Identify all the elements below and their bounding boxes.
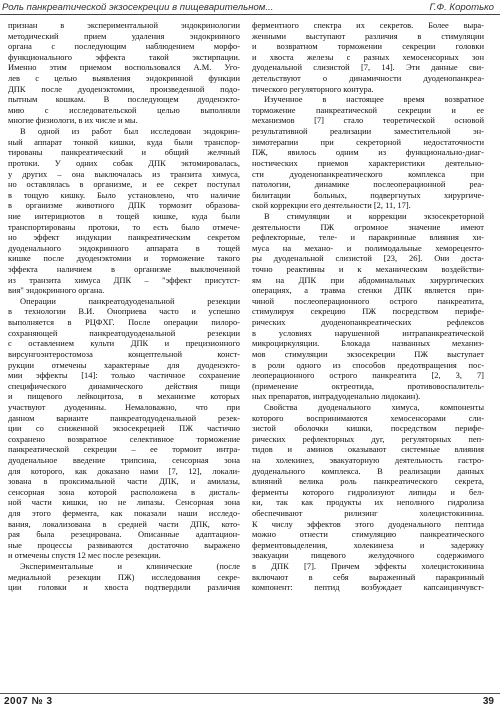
running-title: Роль панкреатической экзосекреции в пищеварительном... [2,2,274,13]
text-line: обеспечивают рилизинг холецистокинина. [252,508,484,519]
text-line: кишке после дуоденэктомии и торможение такого [8,253,240,264]
text-line: признан в экспериментальной эндокринологии [8,20,240,30]
text-line: женными выступают различия в стимуляции [252,30,484,41]
text-line: можно отнести стимуляцию панкреатического [252,529,484,540]
text-line: детельствуют о динамичности дуоденопанкреа- [252,73,484,84]
text-line: леоперационного острого панкреатита [2, 3, 7] [252,370,484,381]
header-rule [0,14,500,15]
text-line: (применение октреотида, противовоспалитель- [252,380,484,391]
text-line: ции со сниженной экзосекрецией ПЖ частично [8,423,240,434]
text-line: методический прием удаления эндокринного [8,30,240,41]
text-line: лев с целью выявления эндокринной функции [8,73,240,84]
text-line: К числу эффектов этого дуоденального пептида [252,518,484,529]
text-line: ры дуоденальной слизистой [23, 26]. Они доста- [252,253,484,264]
text-line: тированы панкреатический и общий желчный [8,147,240,158]
text-line: многие физиологи, в их числе и мы. [8,115,138,126]
text-line: медиальной резекции ПЖ) исследования секре- [8,571,240,582]
text-line: зимотерапии при секреторной недостаточности [252,136,484,147]
text-line: тидов и аминов оказывают системные влияния [252,444,484,455]
text-line: рических рефлекторных дуг, регуляторных пеп- [252,433,484,444]
text-line: ПЖ, явилось одним из функционально-диаг- [252,147,484,158]
text-line: дуоденального эндокринного аппарата в тощей [8,242,240,253]
text-line: влияний велика роль панкреатического секрета, [252,476,484,487]
text-line: функционального эффекта такой экстирпации. [8,51,240,62]
text-line: компонент: пептид возбуждает капсаицинчувст- [252,582,484,593]
text-line: мов стимуляции экзосекреции ПЖ выступает [252,348,484,359]
text-line: в ДПК [7]. Причем эффекты холецистокинина [252,561,484,572]
running-header [0,0,500,16]
text-line: муса на механо- и полимодальные хемореценто- [252,242,484,253]
text-line: стимулируя секрецию ПЖ посредством перифе- [252,306,484,317]
text-line: В стимуляции и коррекции экзосекреторной [264,210,484,221]
page-number: 39 [482,696,494,707]
text-line: ции головки и хвоста подтвердили различия [8,582,240,593]
text-line: торможение панкреатической секреции и ее [252,104,484,115]
text-line: в тощую кишку. Было установлено, что наличие [8,189,240,200]
text-line: ные процессы развиваются достаточно выражено [8,539,240,550]
text-line: сти дуоденопанкреатического комплекса при [252,168,484,179]
right-text-column [252,20,484,593]
text-line: ДПК после дуоденэктомии, произведенной подо- [8,83,240,94]
text-line: выполняется в РЦФХГ. После операции пилоро- [8,317,240,328]
text-line: у других – она выключалась из транзита химуса, [8,168,240,179]
text-line: ям на ДПК при абдоминальных хирургических [252,274,484,285]
text-line: сохранено возвратное селективное торможение [8,433,240,444]
text-line: в технологии В.И. Оноприева часто и успешно [8,306,240,317]
text-line: рических дуоденопанкреатических рефлексов [252,317,484,328]
text-line: рукции отмечены характерные для дуоденэкто- [8,359,240,370]
text-line: ных препаратов, интрадуоденально лидокаин). [252,391,421,402]
text-line: Свойства дуоденального химуса, компоненты [264,401,484,412]
text-line: ние интерициотов в тощей кишке, куда были [8,210,240,221]
text-line: участвуют дуоденины. Немаловажно, что при [8,401,240,412]
text-line: Операции панкреатодуоденальной резекции [20,295,240,306]
text-line: на холекинез, эвакуаторную деятельность гастро- [252,454,484,465]
text-line: сохраняющей панкреатодуоденальной резекции [8,327,240,338]
text-line: В одной из работ был исследован эндокрин- [20,126,240,137]
text-line: операциях, а травма стенки ДПК является при- [252,285,484,296]
text-line: панкреатической секреции – ее тормоит интра- [8,444,240,455]
text-line: с оставлением культи ДПК и прецизионного [8,338,240,349]
text-line: данном варианте панкреатодуоденальной резек- [8,412,240,423]
text-line: из транзита химуса ДПК – "эффект присутст- [8,274,240,285]
page-footer [0,693,500,711]
text-line: Изученное в настоящее время возвратное [264,94,484,105]
text-line: органа с последующим наблюдением морфо- [8,41,240,52]
text-line: дуоденального комплекса. В реализации данных [252,465,484,476]
text-line: билитации больных, подвергнутых хирургиче- [252,189,484,200]
text-line: в организме животного ДПК тормозит образова- [8,200,240,211]
text-line: вания, локализована в средней части ДПК, кото- [8,518,240,529]
text-line: ферментного спектра их секретов. Более выра- [252,20,484,30]
text-line: в роли одного из способов предотвращения пос- [252,359,484,370]
text-line: вирсунгоэнтеростомоза концептельной конст- [8,348,240,359]
text-line: эффекта наличием в организме выключенной [8,264,240,275]
text-line: мию с исследовательской целью выполняли [8,104,240,115]
text-line: которого воспринимаются хемосенсорами сли- [252,412,484,423]
running-author: Г.Ф. Коротько [429,2,494,13]
text-line: и хвоста железы с разных хемосенсорных зон [252,51,484,62]
text-line: ферменты которого гидролизуют липиды и бел- [252,486,484,497]
text-line: точно реактивны и к механическим воздействи- [252,264,484,275]
text-line: патологии, динамике послеоперационной реа- [252,179,484,190]
text-line: протоки. У одних собак ДПК эктомировалась, [8,157,240,168]
text-line: зована в проксимальной части ДПК, и амилазы, [8,476,240,487]
text-line: дуоденальное введение трипсина, сенсорная зона [8,454,240,465]
text-line: в условиях нарушенной интрапанкреатической [252,327,484,338]
text-line: чиной послеоперационного острого панкреатита, [252,295,484,306]
text-line: для которого, как доказано нами [7, 12], локали- [8,465,240,476]
left-text-column [8,20,240,593]
text-line: микроциркуляции. Блокада названных механиз- [252,338,484,349]
text-line: Экспериментальные и клинические (после [20,561,240,572]
text-line: ферментовыделения, холекинеза и задержку [252,539,484,550]
text-line: Именно этим приемом воспользовался А.М. Уго- [8,62,240,73]
text-line: тического регуляторного контура. [252,83,374,94]
text-line: включают в себя выраженный паракринный [252,571,484,582]
text-line: для этого фермента, как показали наши исследо- [8,508,240,519]
text-line: рая была резецирована. Описанные адаптацион- [8,529,240,540]
text-line: эвакуации пищевого желудочного содержимого [252,550,484,561]
text-line: ностических приемов характеристики деятельно- [252,157,484,168]
text-line: и отмечены спустя 12 мес после резекции. [8,550,161,561]
text-line: ки, так как продукты их неполного гидролиза [252,497,484,508]
issue-number: 2007 № 3 [4,696,53,707]
text-line: но оставлялась в организме, и ее секрет поступал [8,179,240,190]
text-line: рефлекторные, теле- и паракринные влияния хи- [252,232,484,243]
text-line: мии эффекты [14]: только частичное сохранение [8,370,240,381]
text-line: зистой оболочки кишки, посредством перифе- [252,423,484,434]
text-line: но эффект индукции панкреатическим секретом [8,232,240,243]
text-line: результативной реализации заместительной эн- [252,126,484,137]
text-line: деятельности ПЖ огромное значение имеют [252,221,484,232]
text-line: специфического динамического действия пищи [8,380,240,391]
footer-rule [0,693,500,694]
text-line: пытным кошкам. В последующем дуоденэкто- [8,94,240,105]
text-line: ный аппарат тонкой кишки, куда были транспор- [8,136,240,147]
text-line: ской коррекции его деятельности [2, 11, 17]. [252,200,411,211]
text-line: ной части кишки, но не липазы. Сенсорная зона [8,497,240,508]
text-line: и возвратном торможении секреции головки [252,41,484,52]
text-line: дуоденальной слизистой [7, 14]. Эти данные сви- [252,62,484,73]
text-line: вия" эндокринного органа. [8,285,105,296]
text-line: и пищевого лейкоцитоза, в механизме которых [8,391,240,402]
text-line: механизмов [7] стало теоретической основой [252,115,484,126]
text-line: сенсорная зона которой расположена в дисталь- [8,486,240,497]
text-line: транспортированы протоки, то есть было отмече- [8,221,240,232]
